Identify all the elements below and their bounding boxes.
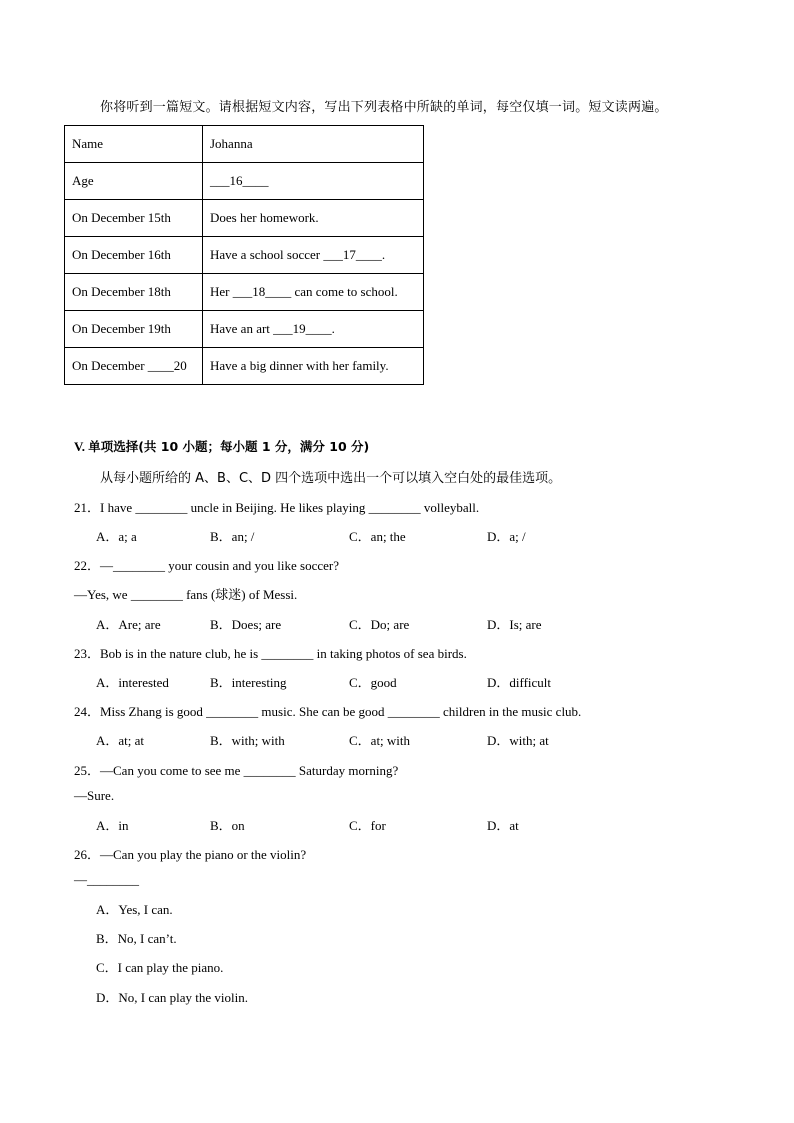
listening-table: [64, 125, 424, 385]
option-b[interactable]: B．an; /: [210, 529, 255, 544]
option-d[interactable]: D．difficult: [487, 675, 552, 690]
table-row: [65, 311, 424, 348]
table-row: [65, 348, 424, 385]
question-line: —________: [74, 872, 139, 887]
section-heading: 单项选择(共 10 小题；每小题 1 分，满分 10 分): [88, 439, 370, 454]
option-b[interactable]: B．Does; are: [210, 617, 282, 632]
question-stem: 21．I have ________ uncle in Beijing. He likes playing ________ volleyball.: [74, 500, 480, 515]
option-a[interactable]: A．a; a: [96, 529, 137, 544]
table-cell-value: Have a big dinner with her family.: [203, 348, 424, 385]
question-stem: 24．Miss Zhang is good ________ music. She can be good ________ children in the music club.: [74, 704, 582, 719]
table-row: [65, 274, 424, 311]
option-a[interactable]: A．Are; are: [96, 617, 161, 632]
table-cell-label: On December 15th: [65, 200, 203, 237]
table-cell-label: Age: [65, 163, 203, 200]
option-c[interactable]: C．good: [349, 675, 397, 690]
question-line: —Yes, we ________ fans (球迷) of Messi.: [74, 587, 298, 602]
option-a[interactable]: A．Yes, I can.: [96, 902, 173, 917]
question-stem: 23．Bob is in the nature club, he is ________ in taking photos of sea birds.: [74, 646, 467, 661]
table-cell-value: Have a school soccer ___17____.: [203, 237, 424, 274]
question-stem: 26．—Can you play the piano or the violin?: [74, 847, 307, 862]
table-row: [65, 163, 424, 200]
table-cell-value: Johanna: [203, 126, 424, 163]
option-a[interactable]: A．interested: [96, 675, 169, 690]
option-c[interactable]: C．for: [349, 818, 386, 833]
table-row: [65, 237, 424, 274]
table-cell-label: On December 19th: [65, 311, 203, 348]
question-stem: 22．—________ your cousin and you like soccer?: [74, 558, 340, 573]
option-c[interactable]: C．at; with: [349, 733, 411, 748]
section-title: [74, 437, 369, 455]
option-a[interactable]: A．at; at: [96, 733, 145, 748]
table-cell-value: ___16____: [203, 163, 424, 200]
table-cell-value: Her ___18____ can come to school.: [203, 274, 424, 311]
option-d[interactable]: D．No, I can play the violin.: [96, 990, 248, 1005]
table-cell-label: Name: [65, 126, 203, 163]
section-instruction: 从每小题所给的 A、B、C、D 四个选项中选出一个可以填入空白处的最佳选项。: [100, 471, 562, 486]
option-b[interactable]: B．with; with: [210, 733, 285, 748]
table-cell-label: On December 16th: [65, 237, 203, 274]
option-b[interactable]: B．No, I can’t.: [96, 931, 177, 946]
option-b[interactable]: B．on: [210, 818, 245, 833]
table-cell-value: Does her homework.: [203, 200, 424, 237]
option-d[interactable]: D．at: [487, 818, 519, 833]
section-number: V.: [74, 439, 85, 454]
option-b[interactable]: B．interesting: [210, 675, 287, 690]
option-c[interactable]: C．Do; are: [349, 617, 410, 632]
option-d[interactable]: D．a; /: [487, 529, 526, 544]
option-a[interactable]: A．in: [96, 818, 129, 833]
table-cell-label: On December ____20: [65, 348, 203, 385]
option-d[interactable]: D．Is; are: [487, 617, 542, 632]
option-d[interactable]: D．with; at: [487, 733, 549, 748]
table-row: [65, 200, 424, 237]
question-stem: 25．—Can you come to see me ________ Saturday morning?: [74, 763, 399, 778]
table-row: [65, 126, 424, 163]
option-c[interactable]: C．I can play the piano.: [96, 960, 224, 975]
question-line: —Sure.: [74, 788, 115, 803]
table-cell-label: On December 18th: [65, 274, 203, 311]
option-c[interactable]: C．an; the: [349, 529, 406, 544]
listening-instruction: 你将听到一篇短文。请根据短文内容，写出下列表格中所缺的单词，每空仅填一词。短文读两遍。: [100, 100, 668, 115]
table-cell-value: Have an art ___19____.: [203, 311, 424, 348]
